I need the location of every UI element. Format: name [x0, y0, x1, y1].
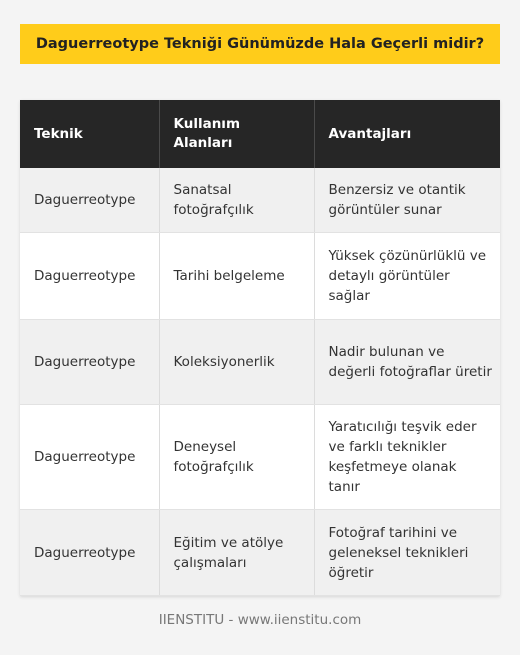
table-row: [20, 168, 500, 233]
cell-kullanim: Sanatsal fotoğrafçılık: [159, 168, 314, 233]
cell-teknik: Daguerreotype: [20, 510, 159, 596]
cell-kullanim: Eğitim ve atölye çalışmaları: [159, 510, 314, 596]
header-teknik: Teknik: [20, 100, 159, 168]
data-table: [20, 100, 500, 596]
table-row: [20, 233, 500, 320]
title-banner: [20, 24, 500, 64]
cell-teknik: Daguerreotype: [20, 320, 159, 405]
cell-avantaj: Nadir bulunan ve değerli fotoğraflar üretir: [314, 320, 500, 405]
header-kullanim-alanlari: Kullanım Alanları: [159, 100, 314, 168]
header-avantajlari: Avantajları: [314, 100, 500, 168]
cell-teknik: Daguerreotype: [20, 405, 159, 510]
table-header-row: [20, 100, 500, 168]
cell-avantaj: Yaratıcılığı teşvik eder ve farklı teknikler keşfetmeye olanak tanır: [314, 405, 500, 510]
cell-kullanim: Deneysel fotoğrafçılık: [159, 405, 314, 510]
table-row: [20, 510, 500, 596]
page-title: Daguerreotype Tekniği Günümüzde Hala Geçerli midir?: [35, 36, 485, 52]
table-row: [20, 320, 500, 405]
cell-avantaj: Fotoğraf tarihini ve geleneksel teknikleri öğretir: [314, 510, 500, 596]
cell-kullanim: Koleksiyonerlik: [159, 320, 314, 405]
cell-avantaj: Benzersiz ve otantik görüntüler sunar: [314, 168, 500, 233]
cell-teknik: Daguerreotype: [20, 233, 159, 320]
cell-kullanim: Tarihi belgeleme: [159, 233, 314, 320]
table-row: [20, 405, 500, 510]
footer-credit: IIENSTITU - www.iienstitu.com: [158, 612, 362, 628]
cell-avantaj: Yüksek çözünürlüklü ve detaylı görüntüler sağlar: [314, 233, 500, 320]
cell-teknik: Daguerreotype: [20, 168, 159, 233]
